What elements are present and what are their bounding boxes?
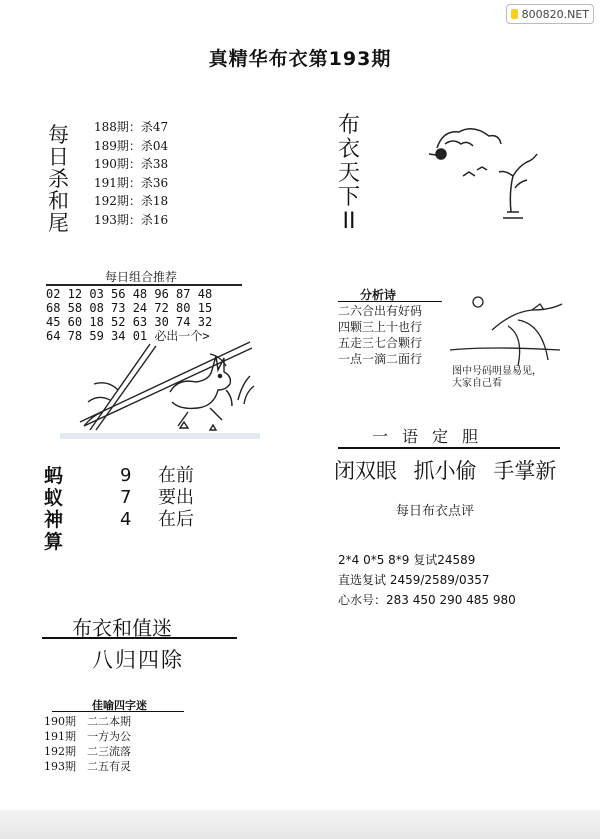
daily-review-picks [338, 550, 516, 610]
kill-row: 189期：杀04 [94, 138, 169, 153]
ant-title-char: 蚁 [44, 487, 64, 509]
ant-oracle-title [44, 465, 63, 553]
bytx-char: 天 [338, 161, 361, 186]
kill-tail-title [48, 124, 69, 234]
riddle-row: 191期 一方为公 [44, 730, 131, 743]
ant-title-char: 蚂 [44, 465, 64, 487]
one-phrase-divider [338, 447, 560, 449]
combo-number-grid [46, 287, 212, 343]
poem-note-line: 图中号码明显易见， [452, 366, 542, 377]
bytx-char: 布 [338, 113, 361, 138]
combo-row: 45 60 18 52 63 30 74 32 [46, 315, 213, 329]
kill-title-char: 尾 [48, 211, 69, 235]
sum-riddle-title: 布衣和值迷 [72, 616, 172, 640]
kill-tail-list [94, 118, 168, 229]
ant-row [120, 465, 194, 487]
combo-title: 每日组合推荐 [104, 270, 177, 284]
kill-title-char: 每 [48, 123, 69, 147]
ant-title-char: 神 [44, 509, 64, 531]
ant-text: 在后 [158, 509, 194, 530]
poem-line: 五走三七合颗行 [338, 336, 423, 350]
poem-line: 二六合出有好码 [338, 304, 423, 318]
kill-row: 193期：杀16 [94, 212, 169, 227]
buyi-tianxia-title [338, 114, 360, 234]
ant-number: 7 [120, 487, 132, 508]
riddle-row: 192期 二三流落 [44, 745, 131, 758]
poem-title: 分析诗 [360, 288, 397, 302]
four-char-riddle-divider [52, 711, 184, 712]
tree-sketch-illustration [415, 118, 550, 223]
poem-lines [338, 303, 422, 367]
combo-row: 68 58 08 73 24 72 80 15 [46, 301, 213, 315]
bytx-char: 下 [338, 185, 361, 210]
riddle-row: 193期 二五有灵 [44, 760, 131, 773]
bottom-shade [0, 810, 600, 839]
kill-row: 191期：杀36 [94, 175, 169, 190]
combo-divider [46, 284, 242, 286]
review-line: 直选复试 2459/2589/0357 [338, 573, 490, 587]
combo-row: 64 78 59 34 01 必出一个> [46, 329, 210, 343]
one-phrase-text: 闭双眼 抓小偷 手掌新 [334, 459, 557, 483]
one-phrase-title: 一语定胆 [372, 427, 493, 446]
poem-sketch-illustration [448, 290, 568, 368]
poem-divider [338, 301, 442, 302]
poem-line: 四颗三上十也行 [338, 320, 423, 334]
kill-title-char: 和 [48, 189, 69, 213]
site-logo-icon [511, 9, 518, 19]
watermark-text: 800820.NET [521, 7, 589, 21]
daily-review-title: 每日布衣点评 [396, 504, 475, 519]
review-line: 2*4 0*5 8*9 复试24589 [338, 553, 476, 567]
ant-text: 在前 [158, 465, 194, 486]
poem-line: 一点一滴二面行 [338, 352, 423, 366]
ant-number: 9 [120, 465, 132, 486]
ant-text: 要出 [158, 487, 194, 508]
sum-riddle-phrase: 八归四除 [92, 648, 184, 672]
four-char-riddle-title: 佳喻四字迷 [92, 699, 147, 712]
riddle-row: 190期 二二本期 [44, 715, 131, 728]
site-watermark [506, 4, 594, 24]
kill-row: 190期：杀38 [94, 157, 169, 171]
four-char-riddle-list [44, 714, 131, 774]
kill-row: 192期：杀18 [94, 194, 169, 208]
bytx-char: 衣 [338, 137, 361, 162]
bytx-char: II [342, 209, 356, 234]
poem-note [452, 366, 542, 390]
rabbit-bamboo-illustration [60, 340, 260, 440]
ant-number: 4 [120, 509, 132, 530]
review-line: 心水号：283 450 290 485 980 [338, 593, 516, 607]
poem-note-line: 大家自己看 [452, 378, 502, 389]
page-title: 真精华布衣第193期 [208, 48, 392, 70]
combo-row: 02 12 03 56 48 96 87 48 [46, 287, 213, 301]
ant-row [120, 487, 194, 509]
ant-title-char: 算 [44, 531, 64, 553]
kill-title-char: 杀 [48, 167, 69, 191]
kill-title-char: 日 [48, 145, 69, 169]
kill-row: 188期：杀47 [94, 120, 169, 134]
ant-row [120, 509, 194, 531]
ant-oracle-list [120, 465, 194, 531]
sum-riddle-divider [42, 637, 237, 639]
